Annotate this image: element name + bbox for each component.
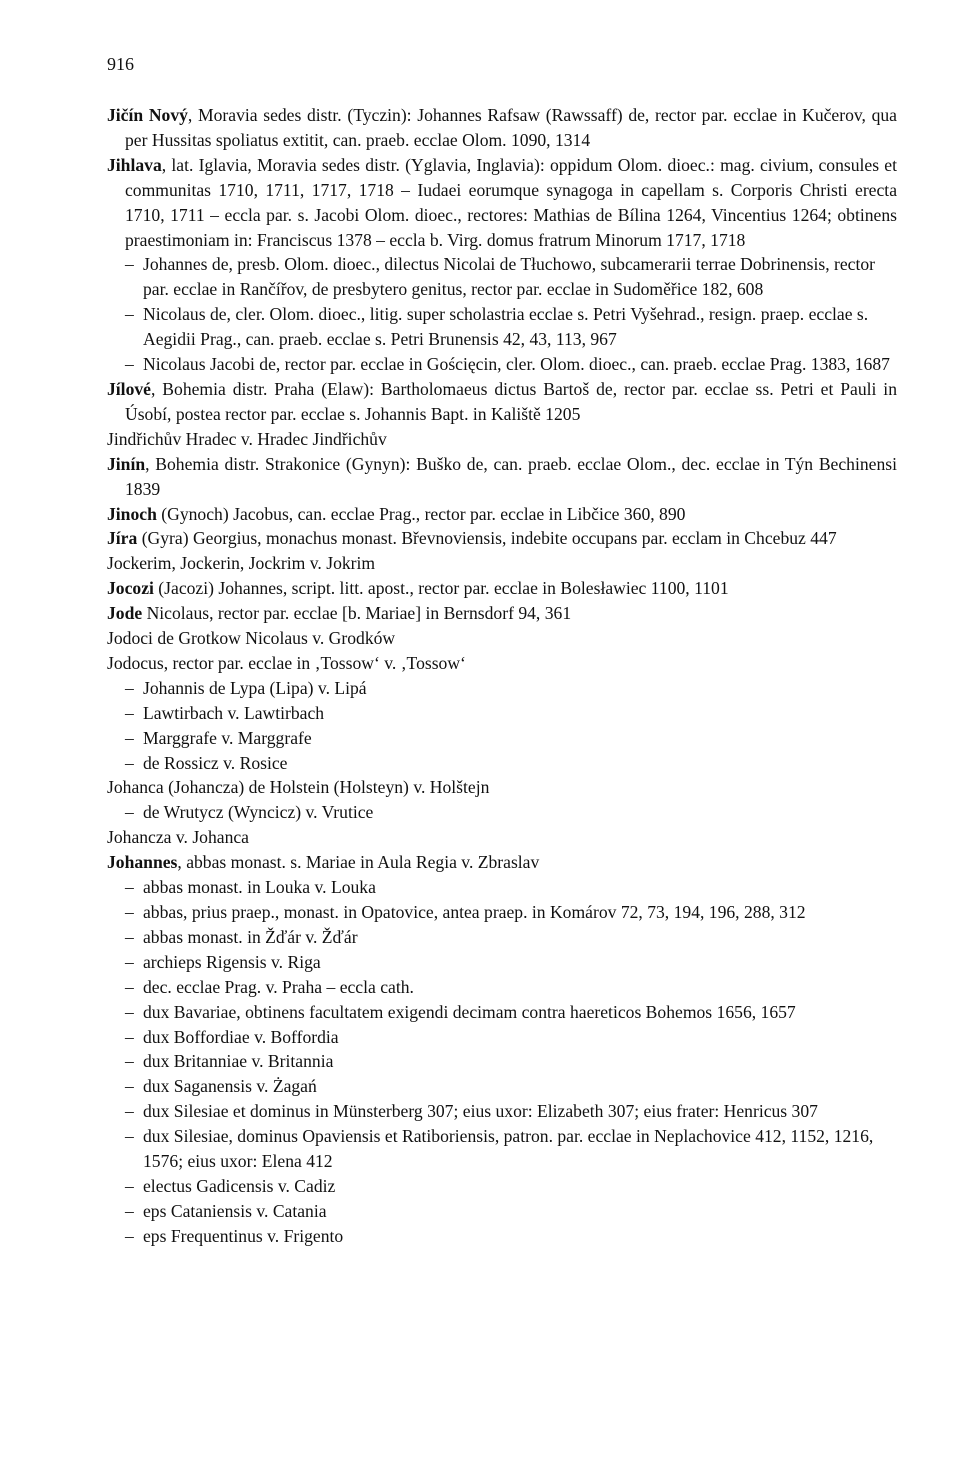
subentry-text: – Nicolaus de, cler. Olom. dioec., litig. super scholastria ecclae s. Petri Vyšehrad., resign. praep. ecclae s. Aegidii Prag., can. praeb. ecclae s. Petri Brunensis 42, 43, 113, 967 (125, 302, 897, 352)
entry-headword: Jíra (107, 528, 138, 549)
index-subentry (107, 975, 897, 1000)
subentry-text: – electus Gadicensis v. Cadiz (125, 1174, 897, 1199)
entry-text: Jindřichův Hradec v. Hradec Jindřichův (107, 428, 387, 449)
subentry-text: – archieps Rigensis v. Riga (125, 950, 897, 975)
entry-text: Jodocus, rector par. ecclae in ‚Tossow‘ v. ‚Tossow‘ (107, 652, 466, 673)
subentry-text: – Nicolaus Jacobi de, rector par. ecclae in Gościęcin, cler. Olom. dioec., can. praeb. ecclae Prag. 1383, 1687 (125, 352, 897, 377)
subentry-text: – dux Bavariae, obtinens facultatem exigendi decimam contra haereticos Bohemos 1656, 1657 (125, 1000, 897, 1025)
index-entry (107, 551, 897, 576)
entry-text: , Bohemia distr. Strakonice (Gynyn): Buško de, can. praeb. ecclae Olom., dec. ecclae in Týn Bechinensi 1839 (125, 453, 897, 499)
index-subentry (107, 900, 897, 925)
subentry-text: – abbas monast. in Žďár v. Žďár (125, 925, 897, 950)
entry-text: Johanca (Johancza) de Holstein (Holsteyn) v. Holštejn (107, 777, 490, 798)
subentry-text: – dux Boffordiae v. Boffordia (125, 1025, 897, 1050)
index-entry (107, 502, 897, 527)
index-subentry (107, 252, 897, 302)
subentry-text: – abbas, prius praep., monast. in Opatovice, antea praep. in Komárov 72, 73, 194, 196, 288, 312 (125, 900, 897, 925)
subentry-text: – dux Silesiae, dominus Opaviensis et Ratiboriensis, patron. par. ecclae in Neplachovice 412, 1152, 1216, 1576; eius uxor: Elena 412 (125, 1124, 897, 1174)
index-subentry (107, 1074, 897, 1099)
index-subentry (107, 352, 897, 377)
index-entry (107, 526, 897, 551)
subentry-text: – de Wrutycz (Wyncicz) v. Vrutice (125, 800, 897, 825)
entry-text: Johancza v. Johanca (107, 827, 249, 848)
index-subentry (107, 800, 897, 825)
entry-text: (Gyra) Georgius, monachus monast. Břevnoviensis, indebite occupans par. ecclam in Chcebuz 447 (137, 528, 837, 549)
index-entry (107, 601, 897, 626)
index-subentry (107, 1199, 897, 1224)
index-subentry (107, 1025, 897, 1050)
entry-headword: Jode (107, 603, 143, 624)
entry-text: , Moravia sedes distr. (Tyczin): Johannes Rafsaw (Rawssaff) de, rector par. ecclae in Kučerov, qua per Hussitas spoliatus extitit, can. praeb. ecclae Olom. 1090, 1314 (125, 105, 897, 150)
subentry-text: – de Rossicz v. Rosice (125, 751, 897, 776)
index-entry (107, 651, 897, 676)
entry-text: Jodoci de Grotkow Nicolaus v. Grodków (107, 628, 396, 649)
index-subentry (107, 751, 897, 776)
entry-headword: Jílové (107, 378, 151, 399)
index-entry (107, 452, 897, 502)
index-subentry (107, 1049, 897, 1074)
index-subentry (107, 1224, 897, 1249)
entry-text: Jockerim, Jockerin, Jockrim v. Jokrim (107, 553, 376, 574)
index-entry (107, 427, 897, 452)
index-entry (107, 775, 897, 800)
subentry-text: – Lawtirbach v. Lawtirbach (125, 701, 897, 726)
index-subentry (107, 1174, 897, 1199)
index-subentry (107, 950, 897, 975)
index-entry (107, 103, 897, 153)
entry-text: (Gynoch) Jacobus, can. ecclae Prag., rector par. ecclae in Libčice 360, 890 (156, 503, 686, 524)
index-subentry (107, 726, 897, 751)
entry-headword: Jinín (107, 453, 146, 474)
subentry-text: – dux Britanniae v. Britannia (125, 1049, 897, 1074)
subentry-text: – abbas monast. in Louka v. Louka (125, 875, 897, 900)
entry-text: , abbas monast. s. Mariae in Aula Regia v. Zbraslav (177, 852, 540, 873)
subentry-text: – Johannis de Lypa (Lipa) v. Lipá (125, 676, 897, 701)
subentry-text: – dux Silesiae et dominus in Münsterberg 307; eius uxor: Elizabeth 307; eius frater: Henricus 307 (125, 1099, 897, 1124)
entry-text: Nicolaus, rector par. ecclae [b. Mariae] in Bernsdorf 94, 361 (142, 603, 572, 624)
subentry-text: – eps Cataniensis v. Catania (125, 1199, 897, 1224)
entry-text: (Jacozi) Johannes, script. litt. apost., rector par. ecclae in Bolesławiec 1100, 1101 (153, 578, 729, 599)
index-subentry (107, 1000, 897, 1025)
index-entry (107, 825, 897, 850)
index-subentry (107, 302, 897, 352)
entry-headword: Johannes (107, 852, 178, 873)
entry-headword: Jocozi (107, 578, 154, 599)
subentry-text: – dux Saganensis v. Żagań (125, 1074, 897, 1099)
index-entry (107, 576, 897, 601)
index-entry (107, 153, 897, 253)
index-entry (107, 377, 897, 427)
index-subentry (107, 875, 897, 900)
index-entry (107, 626, 897, 651)
entry-text: , lat. Iglavia, Moravia sedes distr. (Yglavia, Inglavia): oppidum Olom. dioec.: mag. civium, consules et communitas 1710, 1711, 1717, 1718 – Iudaei eorumque synagoga in capellam s. Corporis Christi erecta 1710, 1711 – eccla par. s. Jacobi Olom. dioec., rectores: Mathias de Bílina 1264, Vincentius 1264; obtinens praestimoniam in: Franciscus 1378 – eccla b. Virg. domus fratrum Minorum 1717, 1718 (125, 154, 897, 250)
index-entry (107, 850, 897, 875)
entry-text: , Bohemia distr. Praha (Elaw): Bartholomaeus dictus Bartoš de, rector par. ecclae ss. Petri et Pauli in Úsobí, postea rector par. ecclae s. Johannis Bapt. in Kaliště 1205 (125, 378, 897, 424)
index-subentry (107, 925, 897, 950)
entry-headword: Jihlava (107, 154, 162, 175)
index-subentry (107, 1099, 897, 1124)
index-subentry (107, 1124, 897, 1174)
subentry-text: – eps Frequentinus v. Frigento (125, 1224, 897, 1249)
index-subentry (107, 676, 897, 701)
subentry-text: – Johannes de, presb. Olom. dioec., dilectus Nicolai de Tłuchowo, subcamerarii terrae Dobrinensis, rector par. ecclae in Rančířov, de presbytero genitus, rector par. ecclae in Sudoměřice 182, 608 (125, 252, 897, 302)
page-number: 916 (107, 54, 134, 74)
subentry-text: – dec. ecclae Prag. v. Praha – eccla cath. (125, 975, 897, 1000)
index-body (107, 103, 897, 1249)
entry-headword: Jinoch (107, 503, 157, 524)
entry-headword: Jičín Nový (107, 105, 188, 125)
subentry-text: – Marggrafe v. Marggrafe (125, 726, 897, 751)
index-subentry (107, 701, 897, 726)
